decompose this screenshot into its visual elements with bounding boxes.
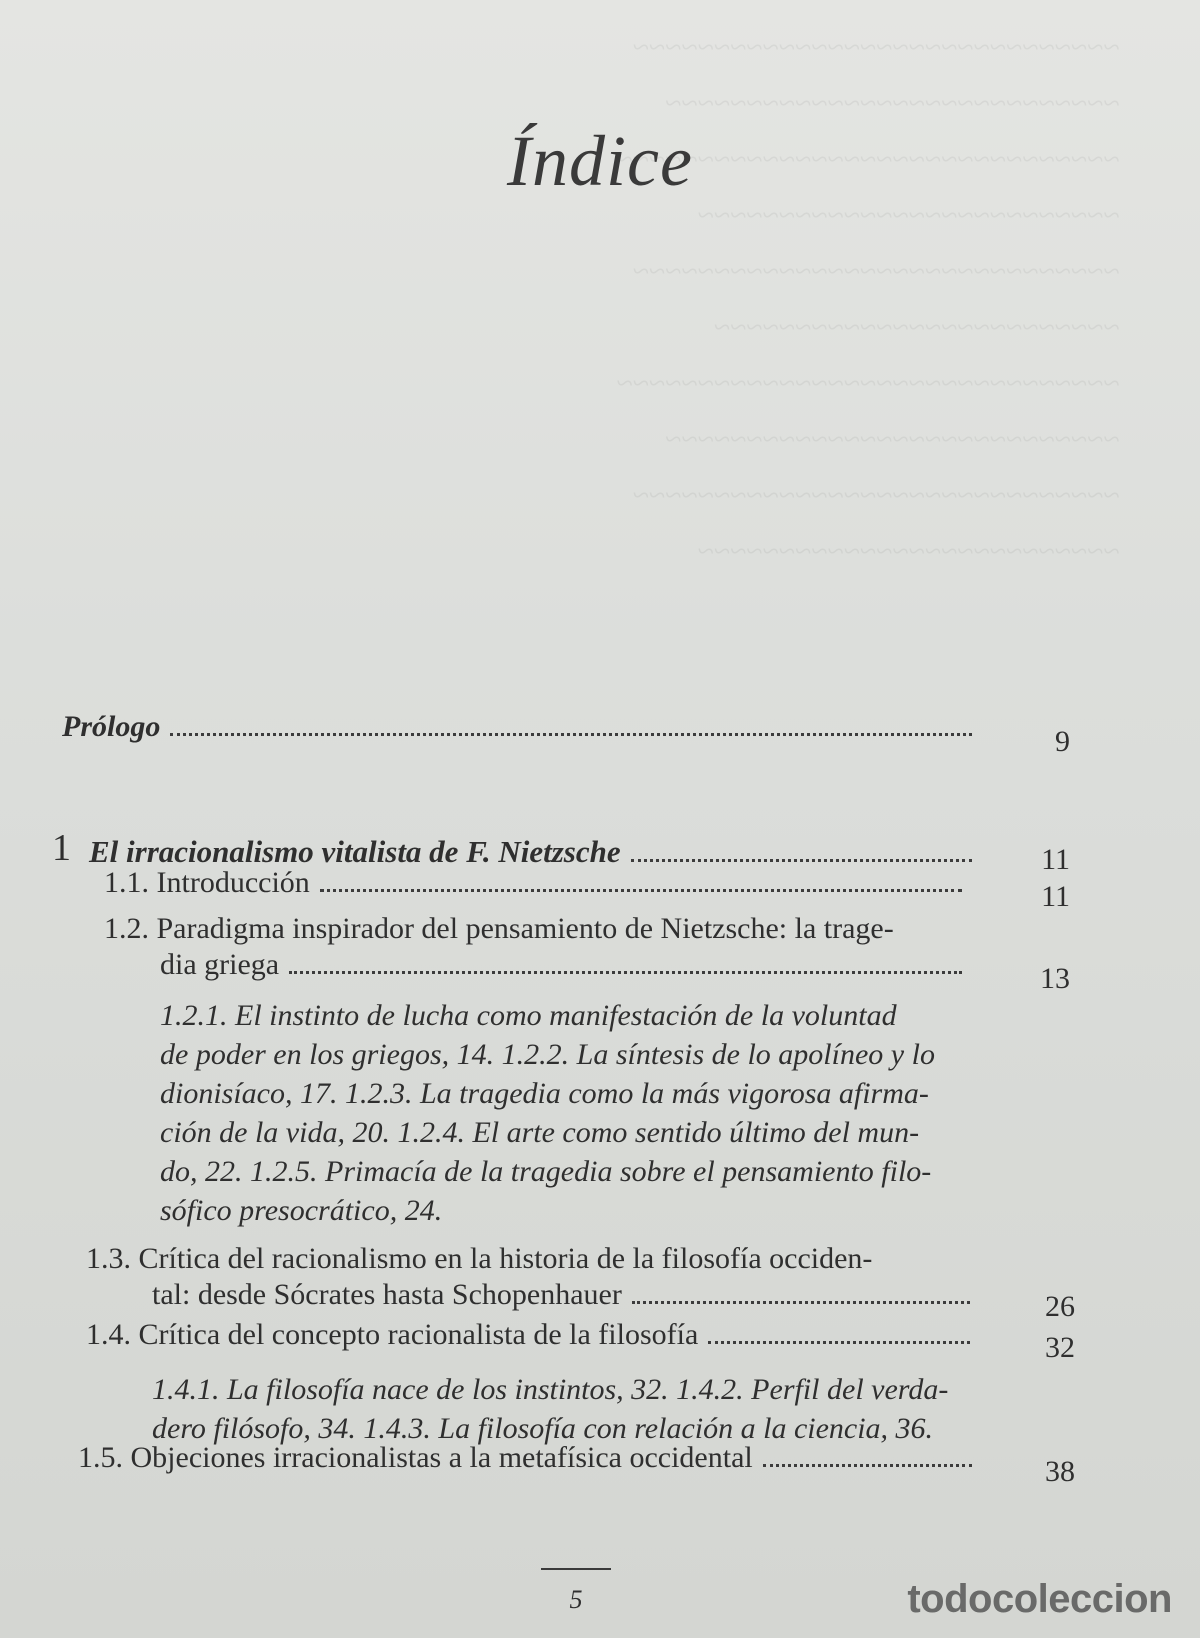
folio-rule bbox=[541, 1568, 611, 1570]
toc-entry-prologo bbox=[62, 710, 980, 744]
toc-label: tal: desde Sócrates hasta Schopenhauer bbox=[152, 1278, 622, 1311]
toc-label: 1.4. Crítica del concepto racionalista de la filosofía bbox=[86, 1318, 699, 1351]
toc-entry-1-4 bbox=[86, 1318, 978, 1352]
subsection-line: dionisíaco, 17. 1.2.3. La tragedia como la más vigorosa afirma- bbox=[160, 1077, 929, 1110]
toc-label: dia griega bbox=[160, 948, 280, 981]
subsection-line: ción de la vida, 20. 1.2.4. El arte como sentido último del mun- bbox=[160, 1116, 920, 1149]
toc-label: Prólogo bbox=[62, 710, 161, 743]
toc-entry-1-3 bbox=[152, 1278, 978, 1312]
dot-leader bbox=[289, 971, 962, 974]
subsection-line: dero filósofo, 34. 1.4.3. La filosofía con relación a la ciencia, 36. bbox=[152, 1412, 934, 1445]
page-number-folio: 5 bbox=[569, 1585, 583, 1614]
subsection-line: 1.4.1. La filosofía nace de los instintos, 32. 1.4.2. Perfil del verda- bbox=[152, 1373, 949, 1406]
subsections-1-2 bbox=[160, 996, 935, 1230]
toc-page-number: 11 bbox=[1041, 880, 1070, 913]
toc-entry-1-5 bbox=[78, 1441, 980, 1475]
toc-page-number: 38 bbox=[1045, 1455, 1075, 1488]
toc-page-number: 9 bbox=[1055, 725, 1070, 758]
subsection-line: de poder en los griegos, 14. 1.2.2. La síntesis de lo apolíneo y lo bbox=[160, 1038, 935, 1071]
dot-leader bbox=[632, 1301, 970, 1304]
toc-label: 1.1. Introducción bbox=[104, 866, 310, 899]
toc-entry-1-2-line1: 1.2. Paradigma inspirador del pensamiento de Nietzsche: la trage- bbox=[104, 912, 894, 945]
toc-label: El irracionalismo vitalista de F. Nietzsche bbox=[89, 834, 621, 869]
dot-leader bbox=[320, 889, 962, 892]
dot-leader bbox=[170, 733, 972, 736]
toc-page-number: 32 bbox=[1045, 1331, 1075, 1364]
dot-leader bbox=[631, 859, 972, 862]
toc-entry-1-3-line1: 1.3. Crítica del racionalismo en la historia de la filosofía occiden- bbox=[86, 1242, 873, 1275]
page-title: Índice bbox=[507, 121, 693, 201]
subsection-line: do, 22. 1.2.5. Primacía de la tragedia sobre el pensamiento filo- bbox=[160, 1155, 932, 1188]
subsections-1-4 bbox=[152, 1370, 948, 1448]
dot-leader bbox=[708, 1341, 970, 1344]
toc-entry-1-1 bbox=[104, 866, 970, 900]
toc-page-number: 13 bbox=[1040, 962, 1070, 995]
chapter-number: 1 bbox=[52, 827, 71, 869]
show-through-text: ~~~~~~~~~~~~~~~~~~~~~~~~~~~~~~ ~~~~~~~~~~~~~~~~~~~~~~~~~~~~ ~~~~~~~~~~~~~~~~~~~~~~~~~~~~~~~ ~~~~~~~~~~~~~~~~~~~~~~~~~~ ~~~~~~~~~~~~~~~~~~~~~~~~~~~~~~ ~~~~~~~~~~~~~~~~~~~~~~~~~ ~~~~~~~~~~~~~~~~~~~~~~~~~~~~~~~ ~~~~~~~~~~~~~~~~~~~~~~~~~~~~ ~~~~~~~~~~~~~~~~~~~~~~~~~~~~~~ ~~~~~~~~~~~~~~~~~~~~~~~~~~ bbox=[616, 31, 1120, 568]
watermark: todocoleccion bbox=[907, 1577, 1172, 1621]
subsection-line: sófico presocrático, 24. bbox=[160, 1194, 443, 1227]
toc-page-number: 11 bbox=[1041, 843, 1070, 876]
toc-label: 1.5. Objeciones irracionalistas a la metafísica occidental bbox=[78, 1441, 753, 1474]
dot-leader bbox=[763, 1464, 972, 1467]
toc-entry-1-2 bbox=[160, 948, 970, 982]
toc-page-number: 26 bbox=[1045, 1290, 1075, 1323]
toc-entry-chapter-1 bbox=[52, 826, 980, 870]
subsection-line: 1.2.1. El instinto de lucha como manifestación de la voluntad bbox=[160, 999, 897, 1032]
